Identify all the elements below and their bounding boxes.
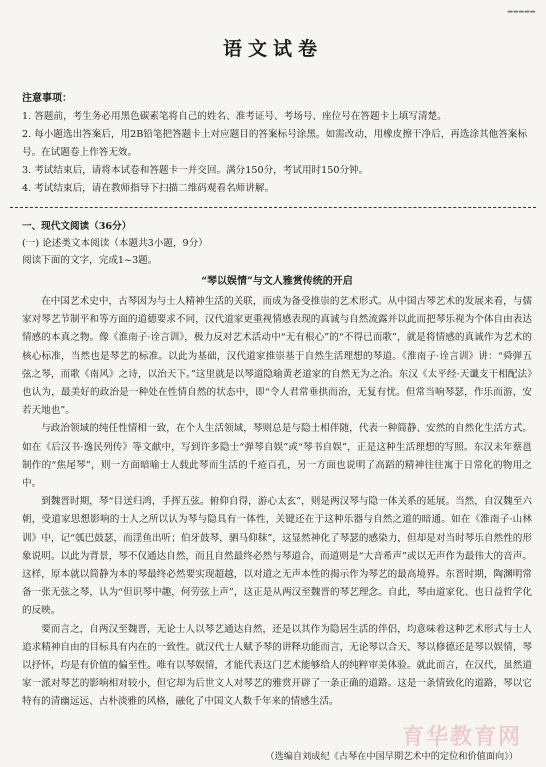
sub-heading: (一) 论述类文本阅读（本题共3小题，9分）: [22, 238, 208, 249]
section-heading: 一、现代文阅读（36分）: [22, 221, 132, 232]
article-title: “琴以娱情”与文人雅赏传统的开启: [201, 276, 353, 287]
article-paragraph-4: 要而言之，自两汉至魏晋，无论士人以琴艺通达自然，还是以其作为隐居生活的伴侣，均意味着这种艺术形式与士人追求精神自由的目标具有内在的一致性。就汉代士人赋予琴的讲释功能而言，无论琴以合天、琴以修德还是琴以娱情，琴以抒怀，均是有价值的偏至性。唯有以琴娱情，才能代表这门艺术能够给人的纯粹审美体验。就此而言，在汉代，虽然道家一派对琴艺的影响相对较小，但它却为后世文人对琴艺的雅赏开辟了一条正确的道路。这是一条情致化的道路，琴以它特有的清幽远远、古朴淡雅的风格，融化了中国文人数千年来的情感生活。: [22, 623, 532, 708]
notice-item-1: 1. 答题前，考生务必用黑色碳素笔将自己的姓名、准考证号、考场号、座位号在答题卡上填写清楚。: [22, 111, 447, 122]
corner-mark: ▂▂▂▂▂: [507, 6, 536, 13]
notice-section: [22, 90, 532, 198]
article-source: （选编自刘成纪《古琴在中国早期艺术中的定位和价值面向》）: [265, 751, 518, 762]
article-paragraph-1: 在中国艺术史中，古琴因为与士人精神生活的关联，而成为备受推崇的艺术形式。从中国古琴艺术的发展来看，与儒家对琴艺节制平和等方面的道德要求不同，汉代道家更重视情感表现的真诚与自然流露并以此而把琴乐视为个体自由表达情感的本真之物。像《淮南子·诠言训》，极力反对艺术活动中“无有根心”的“不得已而歌”，就是将情感的真诚作为艺术的核心标准，当然也是琴艺的标准。以此为基础，汉代道家推崇基于自然生活理想的琴道。《淮南子·诠言训》讲：“舜弹五弦之琴，而歌《南风》之诗，以治天下。”这里就是以琴道隐喻黄老道家的自然无为之治。东汉《太平经·天谶支干相配法》也认为，最美好的政治是一种处在性情自然的状态中，即“令人君常垂拱而治，无复有忧。但常当响琴瑟，作乐而游，安若天地也”。: [22, 296, 532, 417]
notice-heading: 注意事项：: [22, 93, 72, 104]
watermark-logo: 育华教育网: [401, 725, 522, 750]
article-paragraph-3: 到魏晋时期，琴“目送归鸿，手挥五弦。俯仰自得，游心太玄”，则是两汉琴与隐一体关系的延展。当然，自汉魏至六朝，受道家思想影响的士人之所以认为琴与隐具有一体性，关键还在于这种乐器与自然之道的暗通。如在《淮南子·山林训》中，记“瓠巴鼓瑟，而淫鱼出听；伯牙鼓琴，驷马仰秣”，这显然神化了琴瑟的感染力，但却是对当时琴乐自然性的形象说明。以此为背景，琴不仅通达自然，而且自然最终必然与琴道合，而道则是“大音希声”或以无声作为最伟大的音声。这样，原本就以简静为本的琴最终必然要实现超越，以对道之无声本性的揭示作为琴艺的最高境界。东晋时期，陶渊明常备一张无弦之琴，认为“但识琴中趣，何劳弦上声”，这正是从两汉至魏晋的琴艺理念。自此，琴由道家化、也日益哲学化的反映。: [22, 496, 532, 617]
section-divider: [10, 207, 536, 208]
notice-item-2: 2. 每小题选出答案后，用2B铅笔把答题卡上对应题目的答案标号涂黑。如需改动，用橡皮擦干净后，再选涂其他答案标号。在试题卷上作答无效。: [22, 129, 528, 158]
notice-item-4: 4. 考试结束后，请在教师指导下扫描二维码观看名师讲解。: [22, 183, 275, 194]
page-title: 语文试卷: [222, 38, 323, 60]
reading-instruction: 阅读下面的文字，完成1~3题。: [22, 255, 158, 266]
notice-item-3: 3. 考试结束后，请将本试卷和答题卡一并交回。满分150分，考试用时150分钟。: [22, 165, 369, 176]
reading-section: [22, 218, 532, 712]
article-paragraph-2: 与政治领域的纯任性情相一致，在个人生活领域，琴则总是与隐士相伴随，代表一种简静、安然的自然化生活方式。如在《后汉书·逸民列传》等文献中，写到许多隐士“弹琴自娱”或“琴书自娱”，正是这种生活理想的写照。东汉末年蔡邕制作的“焦尾琴”，则一方面暗喻士人载此琴而生活的千疮百孔，另一方面也说明了高蹈的精神往往寓于日常化的物用之中。: [22, 423, 532, 490]
